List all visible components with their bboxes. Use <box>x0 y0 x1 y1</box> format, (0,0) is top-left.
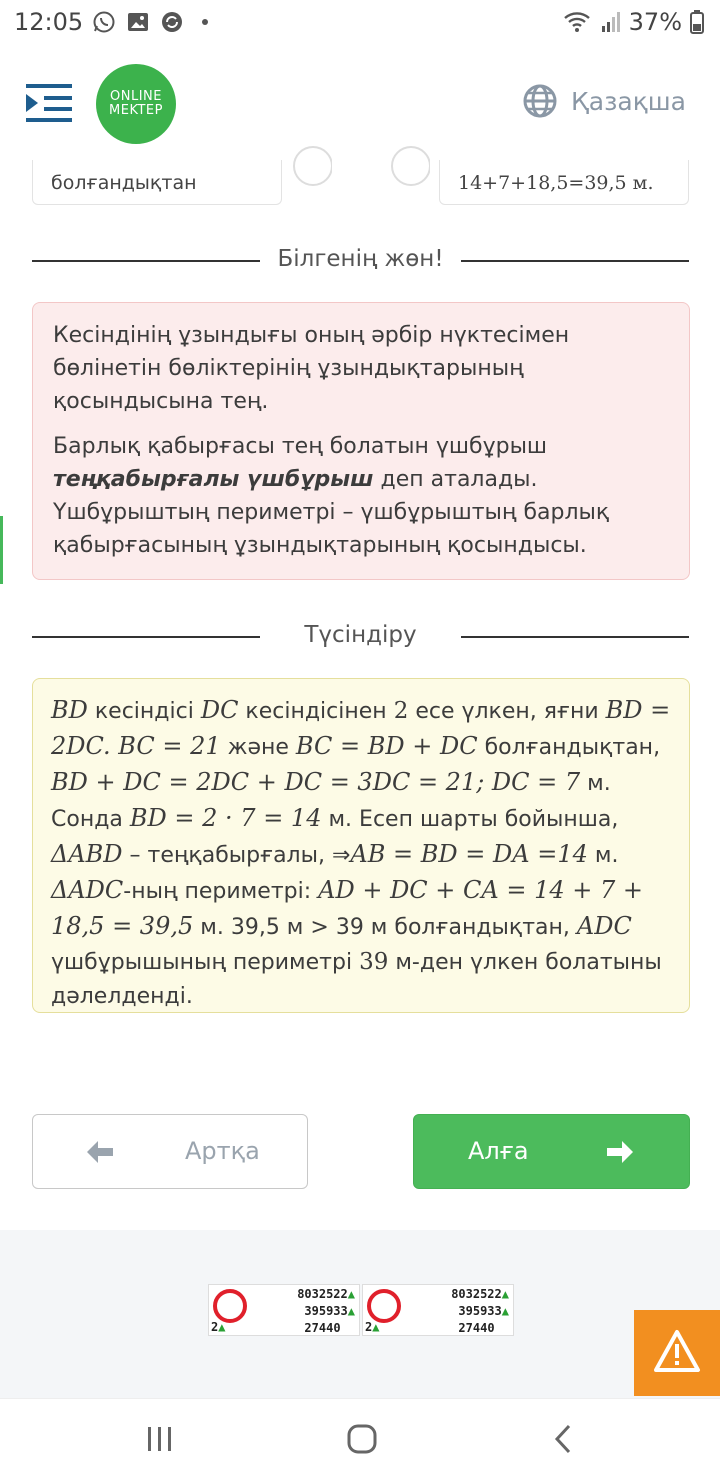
explain-section-title: Түсіндіру <box>304 622 417 648</box>
report-problem-button[interactable] <box>634 1310 720 1396</box>
radio-button-right[interactable] <box>390 140 430 186</box>
footer-area <box>0 1230 720 1400</box>
more-dot-icon <box>202 19 208 25</box>
sync-icon <box>160 10 184 34</box>
signal-icon <box>601 11 621 33</box>
counter-ring-icon <box>367 1289 401 1323</box>
info-paragraph-1: Кесіндінің ұзындығы оның әрбір нүктесімен бөлінетін бөліктерінің ұзындықтарының қосындысына тең. <box>53 323 570 414</box>
status-time: 12:05 <box>14 8 84 36</box>
know-section-divider <box>32 246 689 276</box>
arrow-left-icon <box>87 1141 113 1163</box>
system-nav-bar <box>0 1398 720 1480</box>
back-button[interactable] <box>32 1114 308 1189</box>
whatsapp-icon <box>92 10 116 34</box>
status-bar <box>0 0 720 46</box>
answer-option-right[interactable] <box>439 160 689 205</box>
info-bold-term: теңқабырғалы үшбұрыш <box>53 467 374 492</box>
answer-option-right-text: 14+7+18,5=39,5 м. <box>458 172 654 194</box>
home-icon[interactable] <box>342 1421 382 1457</box>
back-nav-icon[interactable] <box>544 1421 584 1457</box>
globe-icon <box>523 84 557 118</box>
notification-icons <box>92 10 208 34</box>
logo-line2: MEKTEP <box>109 103 163 118</box>
language-label: Қазақша <box>571 86 686 116</box>
status-right <box>563 8 704 36</box>
side-accent-bar <box>0 516 3 584</box>
logo-line1: ONLINE <box>110 89 162 104</box>
battery-percent: 37% <box>628 8 682 36</box>
gallery-icon <box>126 10 150 34</box>
visitor-counter[interactable]: 8032522▲ 395933▲ 27440 2▲ <box>208 1284 360 1336</box>
battery-icon <box>690 10 704 34</box>
arrow-right-icon <box>607 1141 633 1163</box>
radio-button-left[interactable] <box>292 140 332 186</box>
explanation-box: BD кесіндісі DC кесіндісінен 2 есе үлкен, яғни BD = 2DC. BC = 21 және BC = BD + DC болғандықтан, BD + DC = 2DC + DC = 3DC = 21; DC = 7 м. Сонда BD = 2 · 7 = 14 м. Есеп шарты бойынша, ΔABD – теңқабырғалы, ⇒AB = BD = DA =14 м. ΔADC-ның периметрі: AD + DC + CA = 14 + 7 + 18,5 = 39,5 м. 39,5 м > 39 м болғандықтан, ADC үшбұрышының периметрі 39 м-ден үлкен болатыны дәлелденді. <box>32 678 690 1013</box>
explain-section-divider <box>32 622 689 652</box>
app-header <box>0 46 720 166</box>
wifi-icon <box>563 10 593 34</box>
answer-option-left-text: болғандықтан <box>51 172 197 194</box>
menu-icon[interactable] <box>26 82 72 124</box>
back-button-label: Артқа <box>185 1137 260 1165</box>
visitor-counter[interactable]: 8032522▲ 395933▲ 27440 2▲ <box>362 1284 514 1336</box>
recent-apps-icon[interactable] <box>140 1421 180 1457</box>
warning-icon <box>634 1310 720 1396</box>
language-selector[interactable] <box>523 84 686 118</box>
answer-option-left[interactable] <box>32 160 282 205</box>
info-box <box>32 302 690 580</box>
next-button[interactable] <box>413 1114 690 1189</box>
info-paragraph-2: Барлық қабырғасы тең болатын үшбұрыш теңқабырғалы үшбұрыш деп аталады. Үшбұрыштың периметрі – үшбұрыштың барлық қабырғасының ұзындықтарының қосындысы. <box>53 434 610 558</box>
counter-ring-icon <box>213 1289 247 1323</box>
next-button-label: Алға <box>468 1137 529 1165</box>
online-mektep-logo[interactable] <box>96 64 176 144</box>
know-section-title: Білгенің жөн! <box>277 246 444 272</box>
